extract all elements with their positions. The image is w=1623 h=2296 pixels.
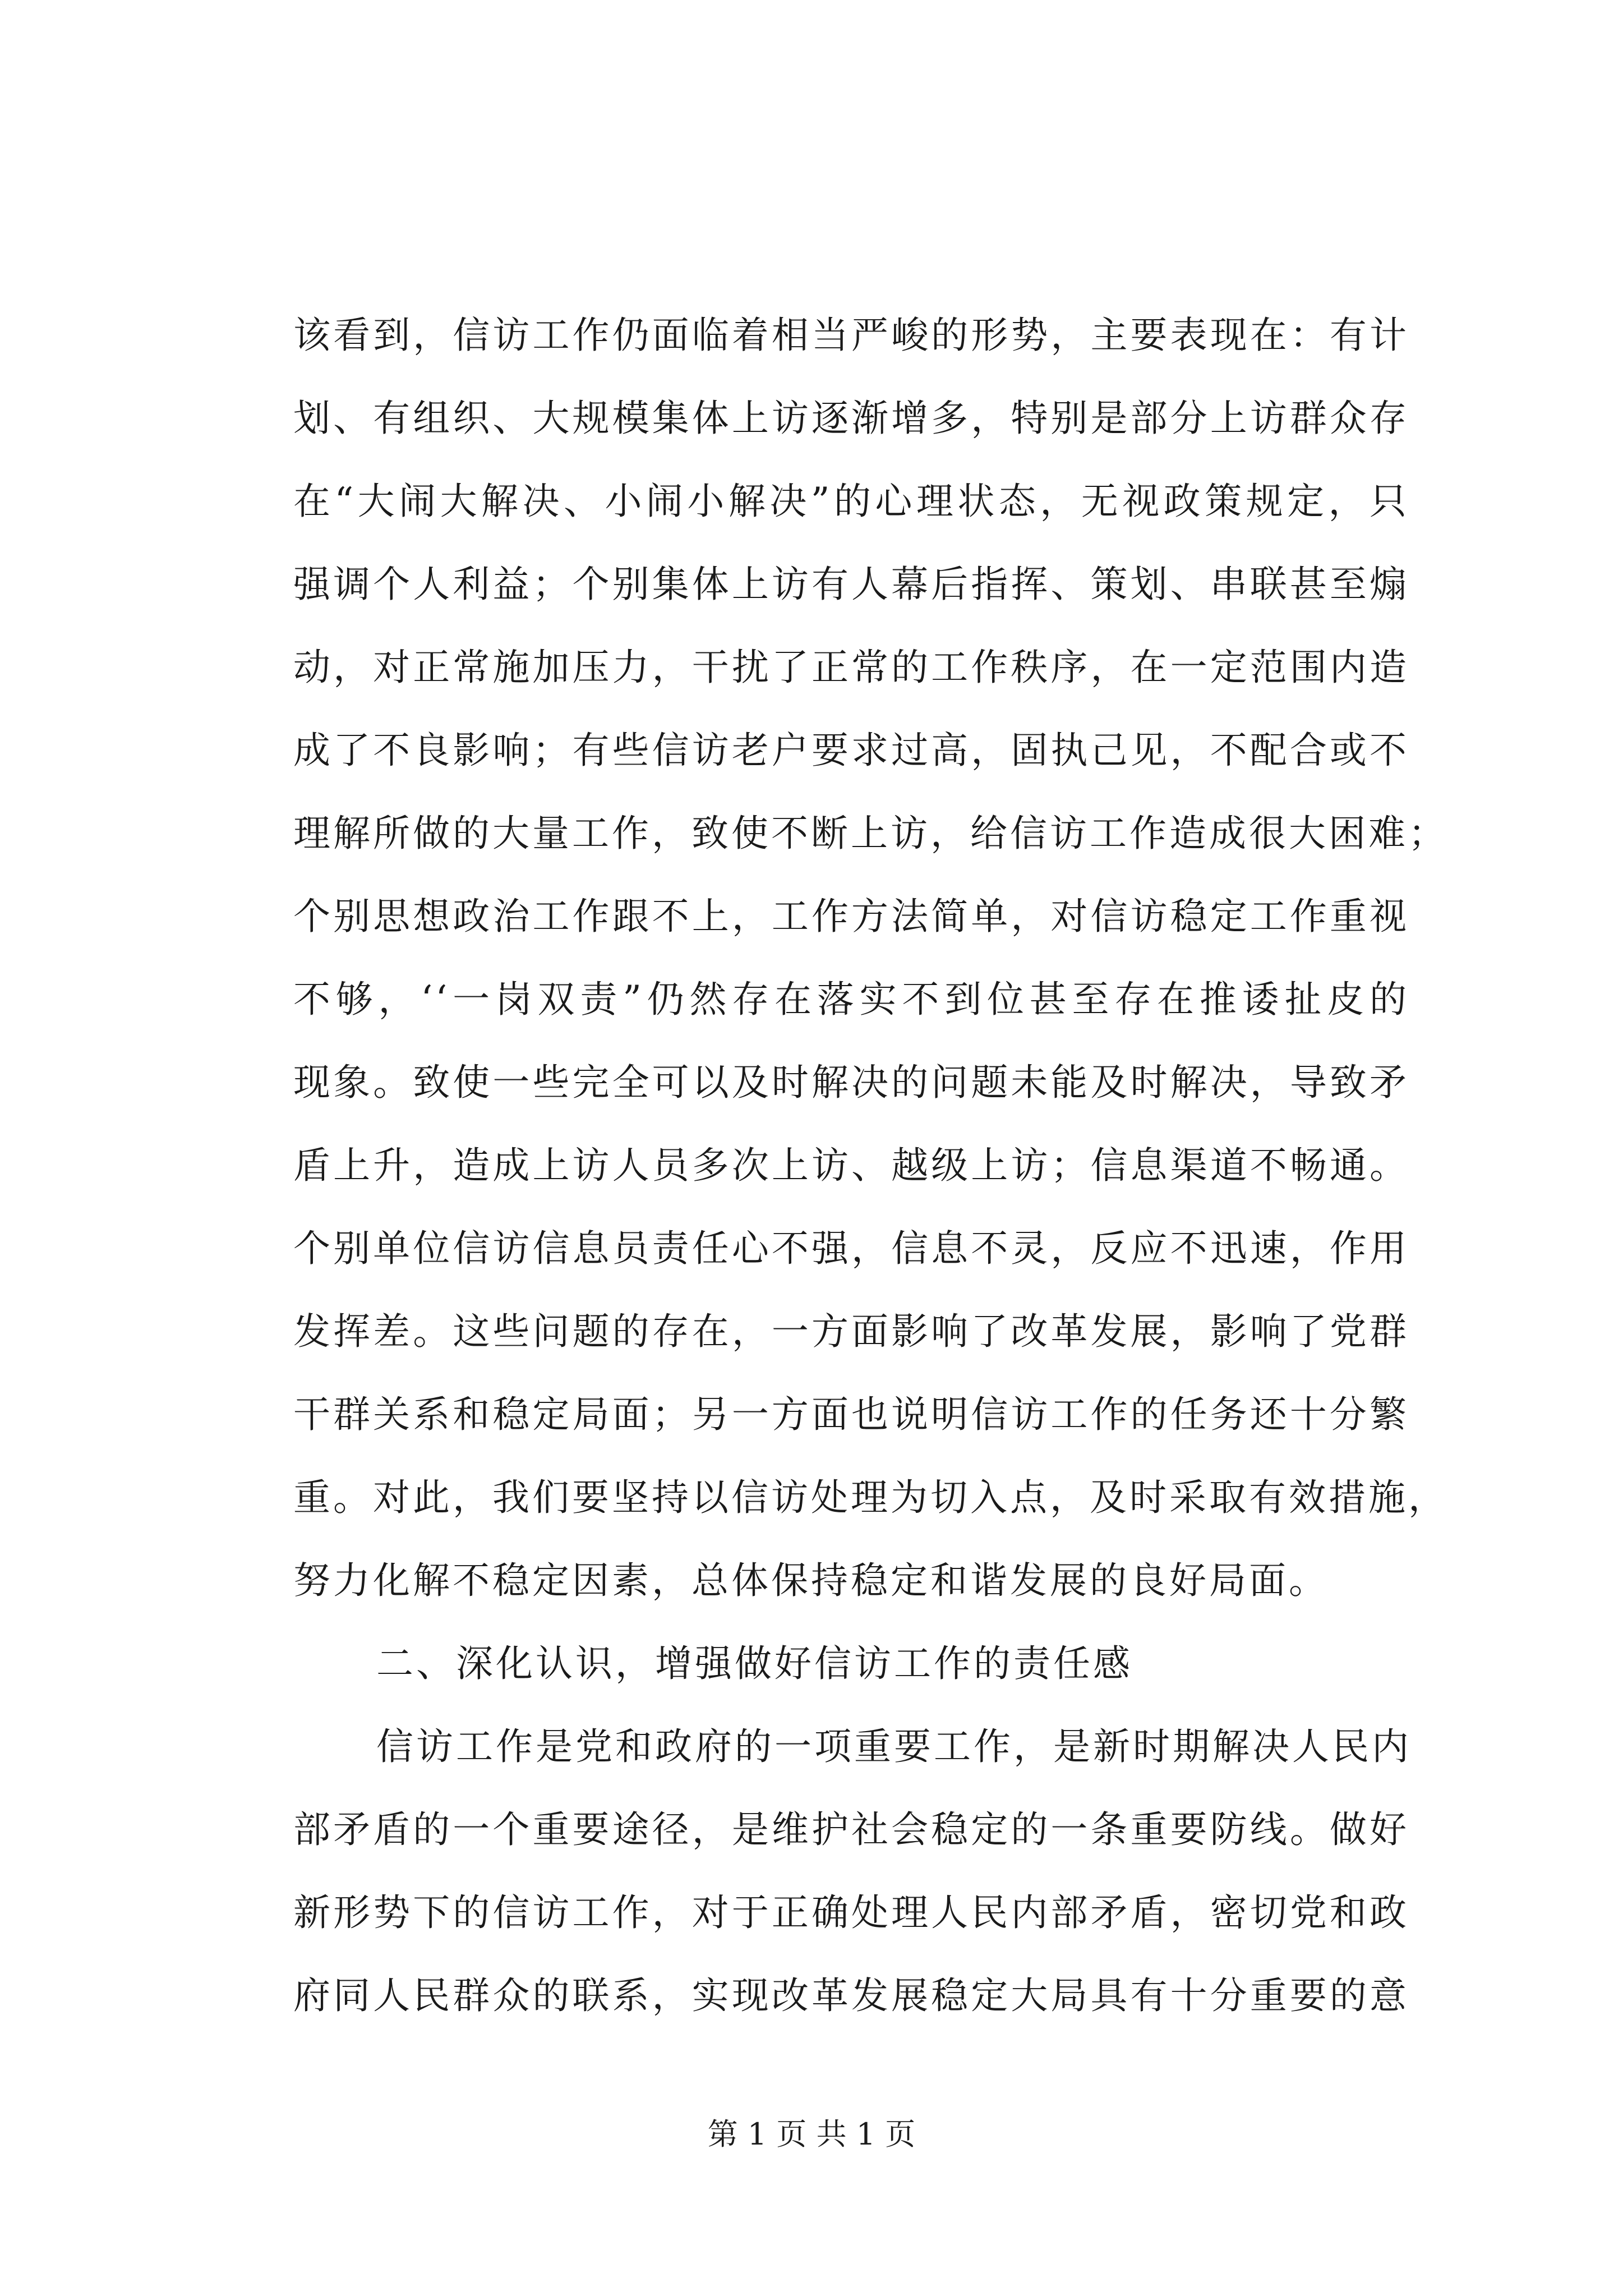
body-line: 部矛盾的一个重要途径，是维护社会稳定的一条重要防线。做好: [293, 1808, 1409, 1851]
body-line: 个别单位信访信息员责任心不强，信息不灵，反应不迅速，作用: [293, 1227, 1409, 1270]
body-line: 盾上升，造成上访人员多次上访、越级上访；信息渠道不畅通。: [293, 1144, 1409, 1187]
body-line: 个别思想政治工作跟不上，工作方法简单，对信访稳定工作重视: [293, 895, 1409, 938]
body-line: 该看到，信访工作仍面临着相当严峻的形势，主要表现在：有计: [293, 314, 1409, 357]
paragraph-first-line: 信访工作是党和政府的一项重要工作，是新时期解决人民内: [376, 1725, 1412, 1768]
body-line: 强调个人利益；个别集体上访有人幕后指挥、策划、串联甚至煽: [293, 563, 1409, 606]
page-footer: 第 1 页 共 1 页: [707, 2116, 916, 2152]
body-line: 成了不良影响；有些信访老户要求过高，固执己见，不配合或不: [293, 729, 1409, 772]
document-body: [293, 294, 1448, 2037]
section-heading: 二、深化认识，增强做好信访工作的责任感: [376, 1642, 1133, 1685]
body-line: 在“大闹大解决、小闹小解决”的心理状态，无视政策规定，只: [293, 480, 1409, 523]
body-line: 划、有组织、大规模集体上访逐渐增多，特别是部分上访群众存: [293, 397, 1409, 440]
body-line: 理解所做的大量工作，致使不断上访，给信访工作造成很大困难；: [293, 812, 1448, 855]
body-line: 新形势下的信访工作，对于正确处理人民内部矛盾，密切党和政: [293, 1891, 1409, 1934]
body-line: 发挥差。这些问题的存在，一方面影响了改革发展，影响了党群: [293, 1310, 1409, 1353]
body-line: 府同人民群众的联系，实现改革发展稳定大局具有十分重要的意: [293, 1974, 1409, 2017]
body-line: 动，对正常施加压力，干扰了正常的工作秩序，在一定范围内造: [293, 646, 1409, 689]
body-line: 干群关系和稳定局面；另一方面也说明信访工作的任务还十分繁: [293, 1393, 1409, 1436]
paragraph-end-line: 努力化解不稳定因素，总体保持稳定和谐发展的良好局面。: [293, 1559, 1329, 1602]
body-line: 不够，‘‘一岗双责”仍然存在落实不到位甚至存在推诿扯皮的: [293, 978, 1409, 1021]
body-line: 现象。致使一些完全可以及时解决的问题未能及时解决，导致矛: [293, 1061, 1409, 1104]
body-line: 重。对此，我们要坚持以信访处理为切入点，及时采取有效措施，: [293, 1476, 1448, 1519]
